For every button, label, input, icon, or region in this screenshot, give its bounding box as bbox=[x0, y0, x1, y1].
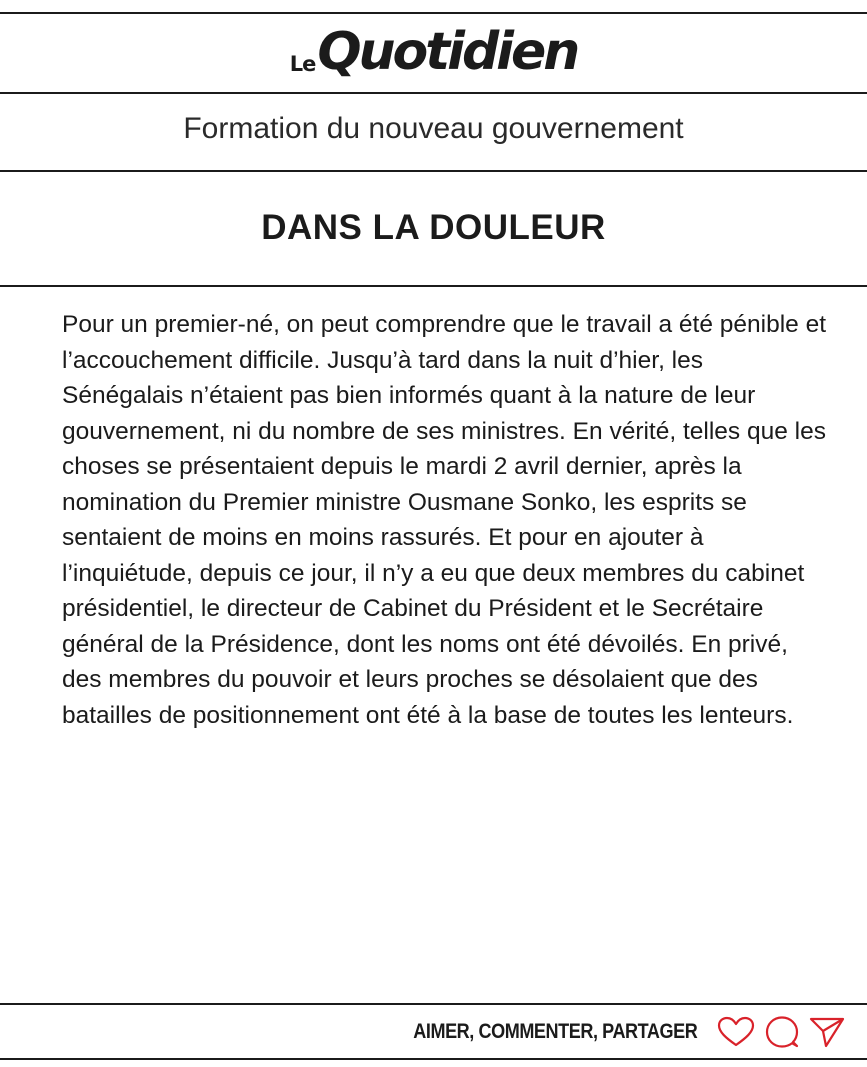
logo-prefix: Le bbox=[289, 52, 316, 76]
top-rule bbox=[0, 12, 867, 14]
footer-bottom-rule bbox=[0, 1058, 867, 1060]
logo-name: Quotidien bbox=[317, 22, 578, 82]
footer-top-rule bbox=[0, 1003, 867, 1005]
kicker-rule bbox=[0, 170, 867, 172]
engagement-label: AIMER, COMMENTER, PARTAGER bbox=[412, 1020, 697, 1043]
article-headline: DANS LA DOULEUR bbox=[261, 208, 606, 247]
share-icon[interactable] bbox=[809, 1016, 845, 1048]
masthead-logo bbox=[0, 22, 867, 82]
headline-rule bbox=[0, 285, 867, 287]
article-body: Pour un premier-né, on peut comprendre que le travail a été pénible et l’accouchement difficile. Jusqu’à tard dans la nuit d’hier, les Sénégalais n’étaient pas bien informés quant à la nature de leur gouvernement, ni du nombre de ses ministres. En vérité, telles que les choses se présentaient depuis le mardi 2 avril dernier, après la nomination du Premier ministre Ousmane Sonko, les esprits se sentaient de moins en moins rassurés. Et pour en ajouter à l’inquiétude, depuis ce jour, il n’y a eu que deux membres du cabinet présidentiel, le directeur de Cabinet du Président et le Secrétaire général de la Présidence, dont les noms ont été dévoilés. En privé, des membres du pouvoir et leurs proches se désolaient que des batailles de positionnement ont été à la base de toutes les lenteurs. bbox=[62, 311, 827, 729]
comment-icon[interactable] bbox=[765, 1015, 799, 1049]
heart-icon[interactable] bbox=[717, 1016, 755, 1048]
masthead-rule bbox=[0, 92, 867, 94]
section-kicker: Formation du nouveau gouvernement bbox=[183, 112, 684, 145]
engagement-bar bbox=[367, 1012, 845, 1052]
